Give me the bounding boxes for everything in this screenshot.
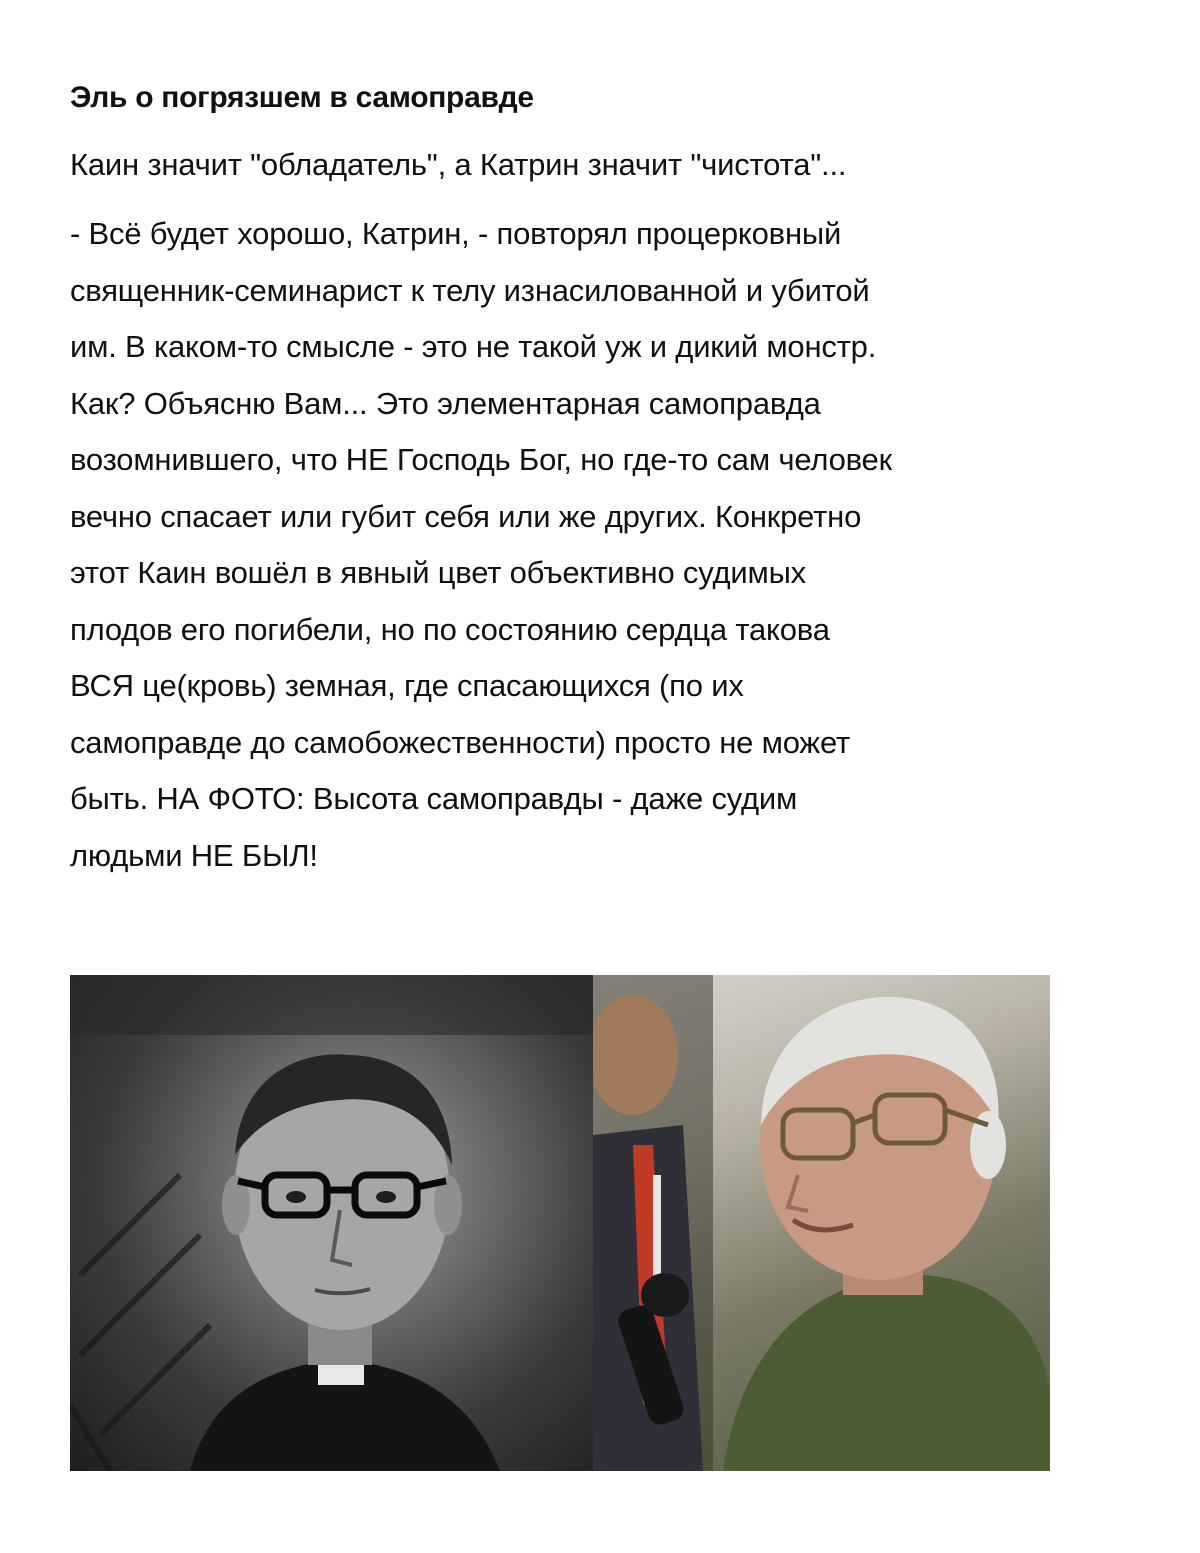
body-line: возомнившего, что НЕ Господь Бог, но где-то сам человек: [70, 442, 892, 477]
portrait-illustration-left: [70, 975, 593, 1471]
body-line: Как? Объясню Вам... Это элементарная самоправда: [70, 385, 821, 421]
article: [70, 78, 1140, 884]
body-line: самоправде до самобожественности) просто не может: [70, 724, 850, 760]
body-line: людьми НЕ БЫЛ!: [70, 837, 318, 873]
portrait-illustration-right: [593, 975, 1050, 1471]
body-line: ВСЯ це(кровь) земная, где спасающихся (по их: [70, 668, 744, 703]
body-line: плодов его погибели, но по состоянию сердца такова: [70, 611, 830, 647]
photo-young-priest: [70, 975, 593, 1471]
body-line: - Всё будет хорошо, Катрин, - повторял процерковный: [70, 216, 842, 251]
photo-older-man: [593, 975, 1050, 1471]
body-line: им. В каком-то смысле - это не такой уж и дикий монстр.: [70, 329, 877, 364]
body-line: вечно спасает или губит себя или же других. Конкретно: [70, 498, 862, 534]
body-line: священник-семинарист к телу изнасилованной и убитой: [70, 272, 870, 308]
photo-pair: [70, 975, 1050, 1471]
body-line: этот Каин вошёл в явный цвет объективно судимых: [70, 555, 806, 590]
article-subtitle: Каин значит "обладатель", а Катрин значит "чистота"...: [70, 147, 847, 182]
article-title: Эль о погрязшем в самоправде: [70, 81, 534, 114]
body-line: быть. НА ФОТО: Высота самоправды - даже судим: [70, 781, 798, 816]
article-body: [70, 206, 1140, 884]
